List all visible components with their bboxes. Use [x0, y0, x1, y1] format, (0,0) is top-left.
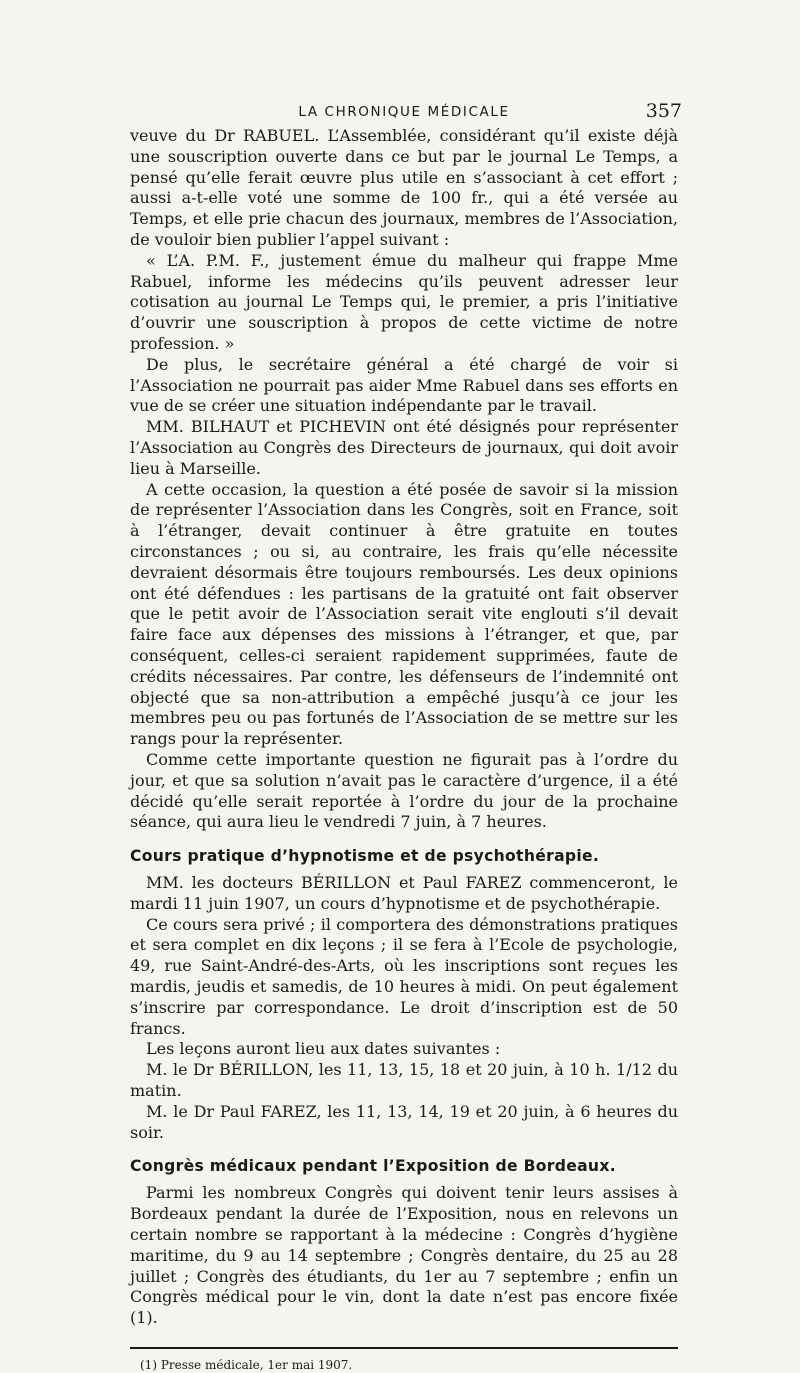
- paragraph: MM. les docteurs BÉRILLON et Paul FAREZ commenceront, le mardi 11 juin 1907, un cours d’hypnotisme et de psychothérapie.: [130, 873, 678, 913]
- footnote: (1) Presse médicale, 1er mai 1907.: [140, 1358, 353, 1373]
- paragraph: veuve du Dr RABUEL. L’Assemblée, considérant qu’il existe déjà une souscription ouverte dans ce but par le journal Le Temps, a pensé qu’elle ferait œuvre plus utile en s’associant à cet effort ; aussi a-t-elle voté une somme de 100 fr., qui a été versée au Temps, et elle prie chacun des journaux, membres de l’Association, de vouloir bien publier l’appel suivant :: [130, 126, 678, 249]
- footnote-rule: [130, 1347, 678, 1349]
- running-head: [130, 96, 682, 126]
- paragraph: MM. BILHAUT et PICHEVIN ont été désignés pour représenter l’Association au Congrès des Directeurs de journaux, qui doit avoir lieu à Marseille.: [130, 417, 678, 478]
- paragraph: Parmi les nombreux Congrès qui doivent tenir leurs assises à Bordeaux pendant la durée de l’Exposition, nous en relevons un certain nombre se rapportant à la médecine : Congrès d’hygiène maritime, du 9 au 14 septembre ; Congrès dentaire, du 25 au 28 juillet ; Congrès des étudiants, du 1er au 7 septembre ; enfin un Congrès médical pour le vin, dont la date n’est pas encore fixée (1).: [130, 1183, 678, 1328]
- section-heading: Cours pratique d’hypnotisme et de psychothérapie.: [130, 847, 600, 866]
- paragraph: Les leçons auront lieu aux dates suivantes :: [146, 1039, 501, 1059]
- paragraph: Comme cette importante question ne figurait pas à l’ordre du jour, et que sa solution n’avait pas le caractère d’urgence, il a été décidé qu’elle serait reportée à l’ordre du jour de la prochaine séance, qui aura lieu le vendredi 7 juin, à 7 heures.: [130, 749, 678, 832]
- paragraph: A cette occasion, la question a été posée de savoir si la mission de représenter l’Association dans les Congrès, soit en France, soit à l’étranger, devait continuer à être gratuite en toutes circonstances ; ou si, au contraire, les frais qu’elle nécessite devraient désormais être toujours remboursés. Les deux opinions ont été défendues : les partisans de la gratuité ont fait observer que le petit avoir de l’Association serait vite englouti s’il devait faire face aux dépenses des missions à l’étranger, et que, par conséquent, celles-ci seraient rapidement supprimées, faute de crédits nécessaires. Par contre, les défenseurs de l’indemnité ont objecté que sa non-attribution a empêché jusqu’à ce jour les membres peu ou pas fortunés de l’Association de se mettre sur les rangs pour la représenter.: [130, 479, 678, 749]
- paragraph: De plus, le secrétaire général a été chargé de voir si l’Association ne pourrait pas aider Mme Rabuel dans ses efforts en vue de se créer une situation indépendante par le travail.: [130, 354, 678, 416]
- paragraph: M. le Dr BÉRILLON, les 11, 13, 15, 18 et 20 juin, à 10 h. 1/12 du matin.: [130, 1060, 678, 1101]
- section-heading: Congrès médicaux pendant l’Exposition de Bordeaux.: [130, 1157, 616, 1176]
- page-number: 357: [645, 100, 682, 122]
- paragraph: Ce cours sera privé ; il comportera des démonstrations pratiques et sera complet en dix leçons ; il se fera à l’Ecole de psychologie, 49, rue Saint-André-des-Arts, où les inscriptions sont reçues les mardis, jeudis et samedis, de 10 heures à midi. On peut également s’inscrire par correspondance. Le droit d’inscription est de 50 francs.: [130, 914, 678, 1038]
- paragraph: « L’A. P.M. F., justement émue du malheur qui frappe Mme Rabuel, informe les médecins qu’ils peuvent adresser leur cotisation au journal Le Temps qui, le premier, a pris l’initiative d’ouvrir une souscription à propos de cette victime de notre profession. »: [130, 250, 678, 353]
- running-title: LA CHRONIQUE MÉDICALE: [298, 104, 510, 120]
- paragraph: M. le Dr Paul FAREZ, les 11, 13, 14, 19 et 20 juin, à 6 heures du soir.: [130, 1101, 678, 1142]
- book-page: [130, 96, 682, 1373]
- body-text: [130, 126, 678, 1329]
